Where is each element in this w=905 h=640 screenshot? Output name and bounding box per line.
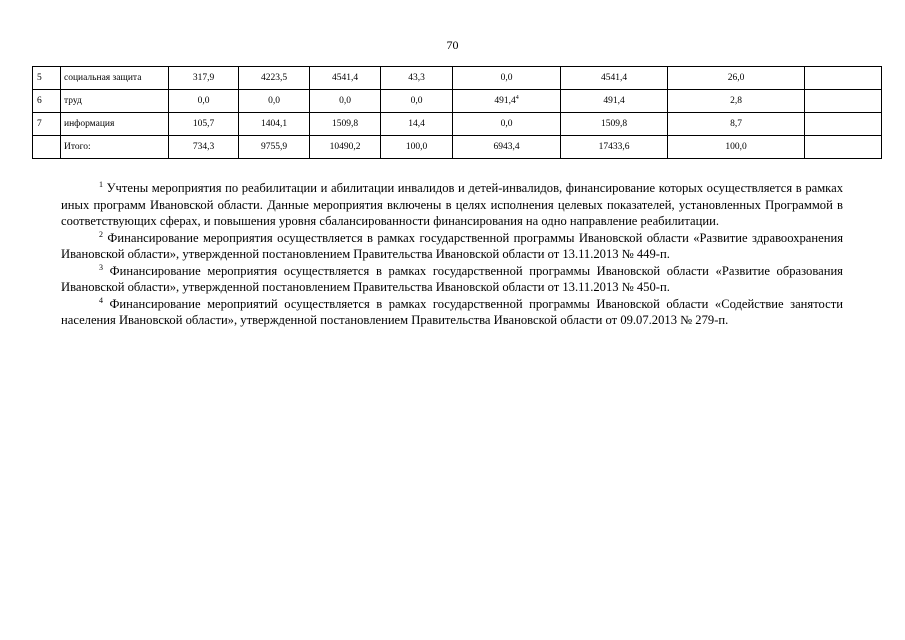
value-cell: 100,0	[668, 136, 805, 159]
cell-value: 0,0	[500, 119, 513, 129]
empty-cell	[805, 113, 882, 136]
value-cell: 4541,4	[561, 67, 668, 90]
row-number-cell	[33, 136, 61, 159]
value-cell: 317,9	[169, 67, 239, 90]
value-cell: 0,0	[239, 90, 310, 113]
value-cell	[453, 90, 561, 113]
footnotes-section	[61, 180, 843, 329]
footnote-3	[61, 263, 843, 296]
value-cell: 1404,1	[239, 113, 310, 136]
value-cell: 10490,2	[310, 136, 381, 159]
row-number-cell: 5	[33, 67, 61, 90]
value-cell: 43,3	[381, 67, 453, 90]
footnote-mark: 4	[99, 295, 103, 305]
value-cell: 100,0	[381, 136, 453, 159]
value-cell: 105,7	[169, 113, 239, 136]
footnote-mark: 3	[99, 262, 103, 272]
footnote-text: Финансирование мероприятия осуществляется в рамках государственной программы Ивановской области «Развитие образования Ивановской области», утвержденной постановлением Правительства Ивановской области от 13.11.2013 № 450-п.	[61, 263, 843, 294]
empty-cell	[805, 67, 882, 90]
footnote-text: Финансирование мероприятия осуществляется в рамках государственной программы Ивановской области «Развитие здравоохранения Ивановской области», утвержденной постановлением Правительства Ивановской области от 13.11.2013 № 449-п.	[61, 230, 843, 261]
row-name-cell: труд	[61, 90, 169, 113]
value-cell: 4541,4	[310, 67, 381, 90]
value-cell	[453, 136, 561, 159]
value-cell: 2,8	[668, 90, 805, 113]
row-name-cell: информация	[61, 113, 169, 136]
footnote-ref: 4	[515, 94, 519, 101]
row-number-cell: 7	[33, 113, 61, 136]
table-total-row	[33, 136, 882, 159]
value-cell: 1509,8	[310, 113, 381, 136]
cell-value: 0,0	[500, 73, 513, 83]
footnote-mark: 2	[99, 229, 103, 239]
row-name-cell: Итого:	[61, 136, 169, 159]
value-cell: 491,4	[561, 90, 668, 113]
footnote-2	[61, 230, 843, 263]
value-cell: 1509,8	[561, 113, 668, 136]
table-row	[33, 67, 882, 90]
footnote-1	[61, 180, 843, 230]
footnote-text: Финансирование мероприятий осуществляется в рамках государственной программы Ивановской области «Содействие занятости населения Ивановской области», утвержденной постановлением Правительства Ивановской области от 09.07.2013 № 279-п.	[61, 296, 843, 327]
value-cell: 0,0	[169, 90, 239, 113]
row-name-cell: социальная защита	[61, 67, 169, 90]
empty-cell	[805, 136, 882, 159]
footnote-4	[61, 296, 843, 329]
value-cell: 17433,6	[561, 136, 668, 159]
table-row	[33, 90, 882, 113]
table-row	[33, 113, 882, 136]
cell-value: 6943,4	[493, 142, 520, 152]
value-cell	[453, 67, 561, 90]
value-cell: 0,0	[381, 90, 453, 113]
cell-value: 491,4	[494, 96, 516, 106]
value-cell: 26,0	[668, 67, 805, 90]
page-number: 70	[446, 38, 459, 52]
value-cell: 0,0	[310, 90, 381, 113]
row-number-cell: 6	[33, 90, 61, 113]
empty-cell	[805, 90, 882, 113]
value-cell: 8,7	[668, 113, 805, 136]
value-cell: 14,4	[381, 113, 453, 136]
footnote-mark: 1	[99, 179, 103, 189]
data-table	[32, 66, 882, 159]
value-cell	[453, 113, 561, 136]
footnote-text: Учтены мероприятия по реабилитации и абилитации инвалидов и детей-инвалидов, финансирование которых осуществляется в рамках иных программ Ивановской области. Данные мероприятия включены в целях исполнения целевых показателей, установленных Программой в соответствующих сферах, и повышения уровня сбалансированности финансирования на одно направление реабилитации.	[61, 181, 843, 228]
value-cell: 9755,9	[239, 136, 310, 159]
value-cell: 734,3	[169, 136, 239, 159]
value-cell: 4223,5	[239, 67, 310, 90]
